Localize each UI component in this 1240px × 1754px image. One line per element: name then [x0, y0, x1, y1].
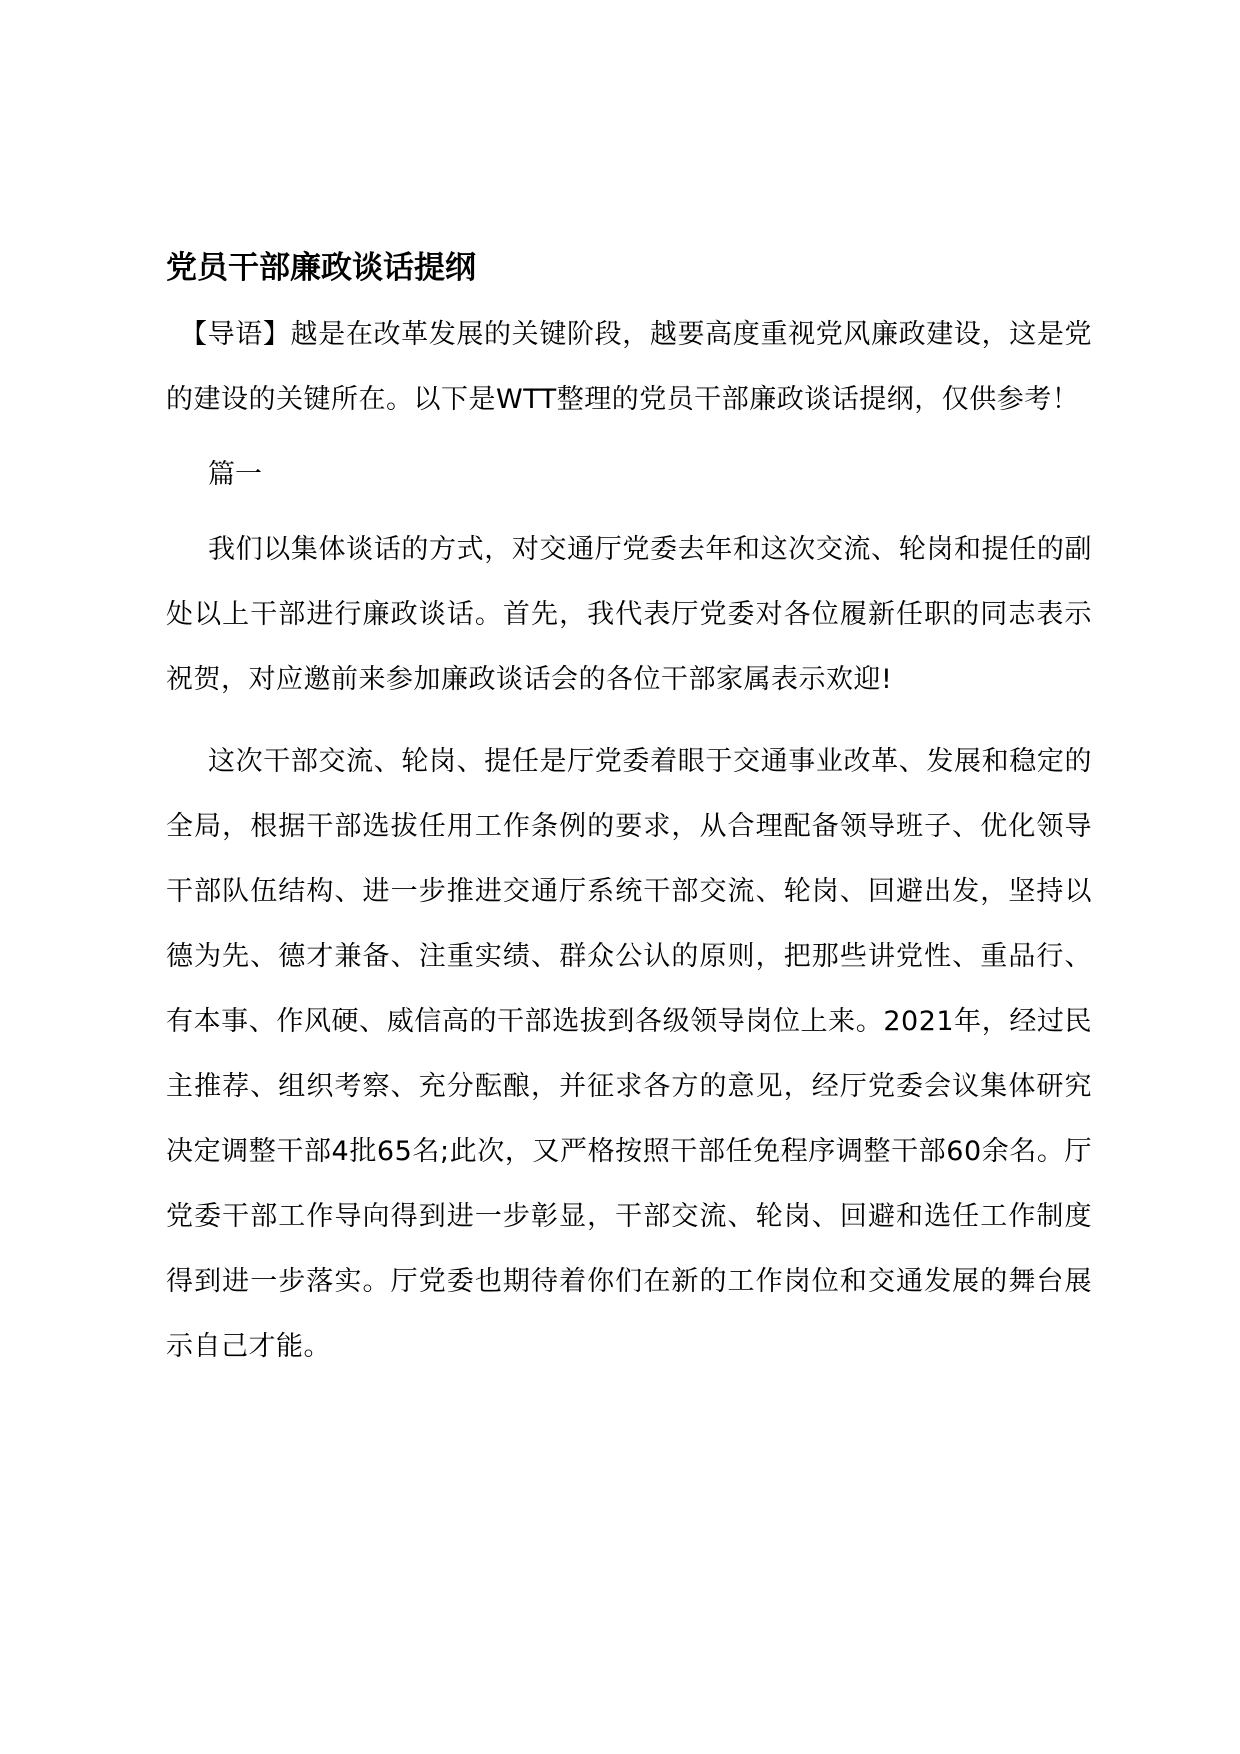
section-label: 篇一	[208, 459, 262, 490]
body-paragraph: 我们以集体谈话的方式，对交通厅党委去年和这次交流、轮岗和提任的副处以上干部进行廉政谈话。首先，我代表厅党委对各位履新任职的同志表示祝贺，对应邀前来参加廉政谈话会的各位干部家属表示欢迎!	[166, 534, 1092, 695]
document-body	[166, 246, 1092, 1396]
body-paragraph: 这次干部交流、轮岗、提任是厅党委着眼于交通事业改革、发展和稳定的全局，根据干部选拔任用工作条例的要求，从合理配备领导班子、优化领导干部队伍结构、进一步推进交通厅系统干部交流、轮岗、回避出发，坚持以德为先、德才兼备、注重实绩、群众公认的原则，把那些讲党性、重品行、有本事、作风硬、威信高的干部选拔到各级领导岗位上来。2021年，经过民主推荐、组织考察、充分酝酿，并征求各方的意见，经厅党委会议集体研究决定调整干部4批65名;此次，又严格按照干部任免程序调整干部60余名。厅党委干部工作导向得到进一步彰显，干部交流、轮岗、回避和选任工作制度得到进一步落实。厅党委也期待着你们在新的工作岗位和交通发展的舞台展示自己才能。	[166, 746, 1092, 1362]
document-title: 党员干部廉政谈话提纲	[166, 250, 476, 286]
intro-paragraph: 【导语】越是在改革发展的关键阶段，越要高度重视党风廉政建设，这是党的建设的关键所在。以下是WTT整理的党员干部廉政谈话提纲，仅供参考！	[166, 319, 1092, 415]
